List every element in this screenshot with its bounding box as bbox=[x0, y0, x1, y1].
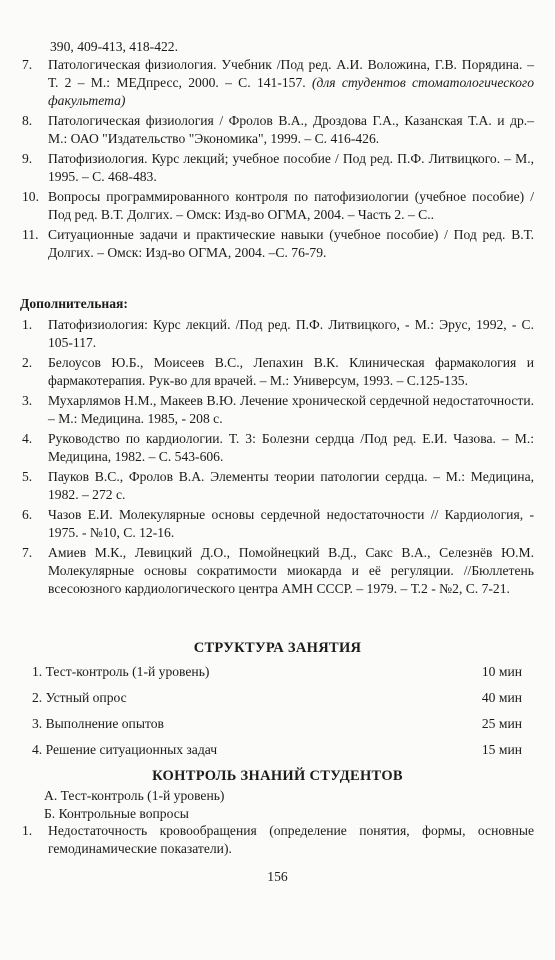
control-a: А. Тест-контроль (1-й уровень) bbox=[44, 788, 225, 803]
structure-label: 4. Решение ситуационных задач bbox=[32, 742, 218, 757]
structure-label: 1. Тест-контроль (1-й уровень) bbox=[32, 664, 210, 679]
item-note: (для студентов стоматологического факультета) bbox=[48, 75, 535, 108]
item-number: 1. bbox=[22, 823, 33, 838]
item-text: Вопросы программированного контроля по патофизиологии (учебное пособие) / Под ред. В.Т. Долгих. – Омск: Изд-во ОГМА, 2004. – Часть 2. – С.. bbox=[48, 189, 534, 222]
item-text: Амиев М.К., Левицкий Д.О., Помойнецкий В.Д., Сакс В.А., Селезнёв Ю.М. Молекулярные основы сократимости миокарда и её регуляции. //Бюллетень всесоюзного кардиологического центра АМН СССР. – 1979. – Т.2 - №2, С. 7-21. bbox=[48, 545, 534, 596]
list-item bbox=[22, 506, 534, 542]
structure-label: 2. Устный опрос bbox=[32, 690, 127, 705]
continuation-text: 390, 409-413, 418-422. bbox=[50, 39, 178, 54]
list-item bbox=[22, 112, 534, 148]
structure-row bbox=[32, 716, 522, 732]
structure-row bbox=[32, 690, 522, 706]
item-text: Белоусов Ю.Б., Моисеев В.С., Лепахин В.К. Клиническая фармакология и фармакотерапия. Рук-во для врачей. – М.: Универсум, 1993. – С.125-135. bbox=[48, 355, 534, 388]
additional-heading: Дополнительная: bbox=[20, 296, 128, 311]
list-item bbox=[22, 822, 534, 858]
list-item bbox=[22, 392, 534, 428]
structure-time: 15 мин bbox=[481, 742, 522, 757]
item-number: 5. bbox=[22, 469, 33, 484]
control-title: КОНТРОЛЬ ЗНАНИЙ СТУДЕНТОВ bbox=[152, 768, 403, 784]
item-text: Патофизиология. Курс лекций; учебное пособие / Под ред. П.Ф. Литвицкого. – М., 1995. – С. 468-483. bbox=[48, 151, 534, 184]
item-text: Руководство по кардиологии. Т. 3: Болезни сердца /Под ред. Е.И. Чазова. – М.: Медицина, 1982. – С. 543-606. bbox=[48, 431, 534, 464]
structure-time: 40 мин bbox=[481, 690, 522, 705]
item-text: Недостаточность кровообращения (определение понятия, формы, основные гемодинамические показатели). bbox=[48, 823, 534, 856]
item-number: 11. bbox=[22, 227, 39, 242]
item-number: 8. bbox=[22, 113, 33, 128]
item-number: 3. bbox=[22, 393, 33, 408]
page-number: 156 bbox=[267, 869, 288, 884]
item-number: 7. bbox=[22, 545, 33, 560]
structure-row bbox=[32, 742, 522, 758]
structure-label: 3. Выполнение опытов bbox=[32, 716, 164, 731]
list-item bbox=[22, 150, 534, 186]
item-number: 7. bbox=[22, 57, 33, 72]
control-b: Б. Контрольные вопросы bbox=[44, 806, 189, 821]
structure-title: СТРУКТУРА ЗАНЯТИЯ bbox=[193, 640, 362, 656]
list-item bbox=[22, 354, 534, 390]
list-item bbox=[22, 316, 534, 352]
list-item bbox=[22, 430, 534, 466]
list-item bbox=[22, 56, 534, 110]
list-item bbox=[22, 188, 534, 224]
item-text: Патологическая физиология / Фролов В.А., Дроздова Г.А., Казанская Т.А. и др.– М.: ОАО "Издательство "Экономика", 1999. – С. 416-426. bbox=[48, 113, 534, 146]
item-number: 6. bbox=[22, 507, 33, 522]
item-text: Пауков В.С., Фролов В.А. Элементы теории патологии сердца. – М.: Медицина, 1982. – 272 с. bbox=[48, 469, 534, 502]
list-item bbox=[22, 468, 534, 504]
item-text: Мухарлямов Н.М., Макеев В.Ю. Лечение хронической сердечной недостаточности. – М.: Медицина. 1985, - 208 с. bbox=[48, 393, 534, 426]
structure-row bbox=[32, 664, 522, 680]
control-questions-list bbox=[22, 822, 534, 860]
item-text: Ситуационные задачи и практические навыки (учебное пособие) / Под ред. В.Т. Долгих. – Омск: Изд-во ОГМА, 2004. –С. 76-79. bbox=[48, 227, 534, 260]
structure-time: 25 мин bbox=[481, 716, 522, 731]
list-item bbox=[22, 226, 534, 262]
item-number: 9. bbox=[22, 151, 33, 166]
item-text: Чазов Е.И. Молекулярные основы сердечной недостаточности // Кардиология, - 1975. - №10, С. 12-16. bbox=[48, 507, 534, 540]
item-text: Патологическая физиология. Учебник /Под ред. А.И. Воложина, Г.В. Порядина. – Т. 2 – М.: МЕДпресс, 2000. – С. 141-157. bbox=[48, 57, 534, 90]
item-text: Патофизиология: Курс лекций. /Под ред. П.Ф. Литвицкого, - М.: Эрус, 1992, - С. 105-117. bbox=[48, 317, 534, 350]
structure-time: 10 мин bbox=[481, 664, 522, 679]
item-number: 1. bbox=[22, 317, 33, 332]
item-number: 10. bbox=[22, 189, 39, 204]
item-number: 4. bbox=[22, 431, 33, 446]
item-number: 2. bbox=[22, 355, 33, 370]
additional-literature-list bbox=[22, 316, 534, 600]
list-item bbox=[22, 544, 534, 598]
main-literature-list bbox=[22, 56, 534, 264]
